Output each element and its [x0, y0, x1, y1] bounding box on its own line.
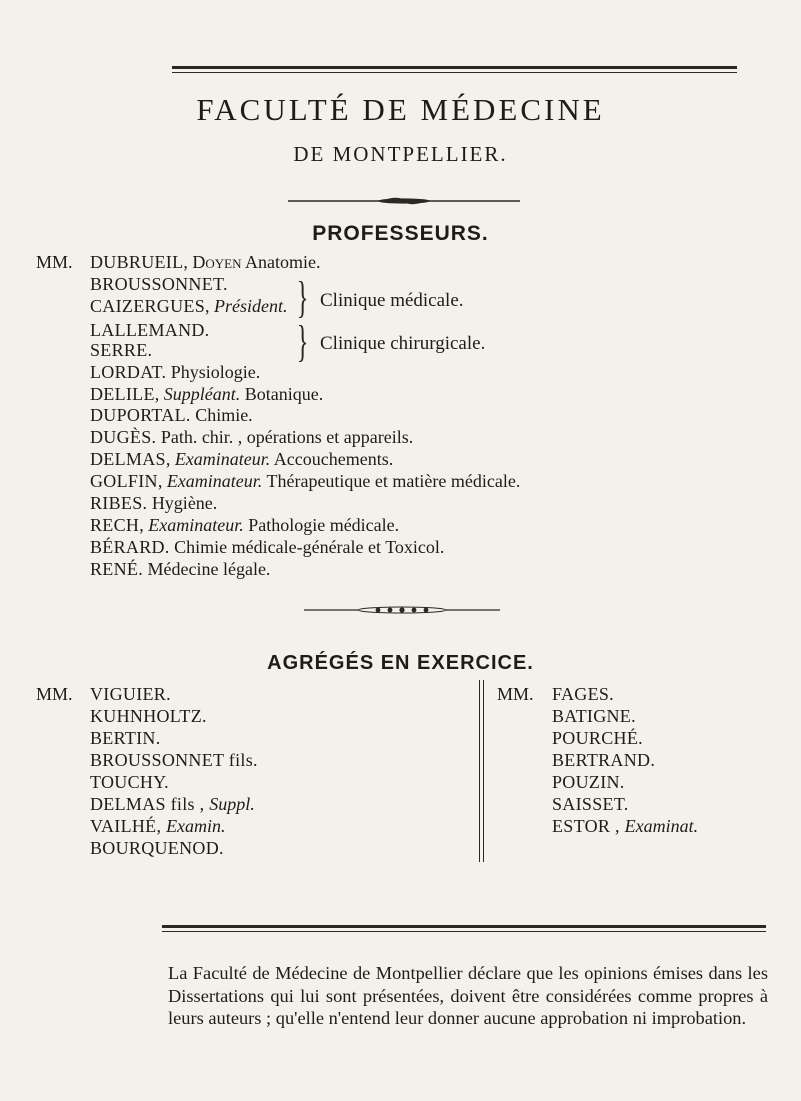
agrege-line — [552, 772, 625, 792]
professor-line — [90, 427, 413, 447]
agreges-heading: AGRÉGÉS EN EXERCICE. — [267, 652, 534, 674]
professor-name: BROUSSONNET. — [90, 274, 228, 294]
professor-subject: Chimie. — [190, 405, 253, 425]
agrege-line — [90, 794, 255, 814]
professor-role: Président. — [214, 296, 288, 316]
professor-subject: Botanique. — [240, 384, 324, 404]
agrege-name: TOUCHY. — [90, 772, 169, 792]
professor-role: Examinateur. — [174, 449, 271, 469]
agrege-name: VIGUIER. — [90, 684, 171, 704]
professor-name: SERRE. — [90, 340, 153, 360]
faculty-title: FACULTÉ DE MÉDECINE — [196, 92, 605, 127]
professor-line — [90, 537, 444, 557]
agrege-name: DELMAS fils , — [90, 794, 210, 814]
professor-line: RECH, Examinateur. Pathologie médicale. — [90, 515, 400, 535]
brace-label-clinique-chirurgicale: Clinique chirurgicale. — [320, 333, 486, 354]
professor-subject: Pathologie médicale. — [243, 515, 400, 535]
agrege-name: POURCHÉ. — [552, 728, 643, 748]
top-rule-thick — [172, 66, 737, 69]
agrege-line — [552, 684, 614, 704]
agrege-role: Suppl. — [209, 794, 255, 814]
professors-heading: PROFESSEURS. — [312, 222, 489, 245]
agrege-role: Examin. — [166, 816, 226, 836]
professor-role: Examinateur. — [148, 515, 244, 535]
agrege-line — [90, 684, 171, 704]
agrege-line — [552, 816, 698, 836]
professor-line: DELILE, Suppléant. Botanique. — [90, 384, 324, 404]
professor-subject: Physiologie. — [166, 362, 261, 382]
agrege-name: POUZIN. — [552, 772, 625, 792]
professor-line: CAIZERGUES, Président. — [90, 296, 288, 316]
agrege-line — [90, 728, 161, 748]
column-divider-right — [483, 680, 484, 862]
professor-subject: Thérapeutique et matière médicale. — [262, 471, 521, 491]
faculty-disclaimer: La Faculté de Médecine de Montpellier déclare que les opinions émises dans les Dissertations qui lui sont présentées, doivent être considérées comme propres à leurs auteurs ; qu'elle n'entend leur donner aucune approbation ni improbation. — [168, 963, 768, 1028]
agrege-name: BERTIN. — [90, 728, 161, 748]
agrege-name: BOURQUENOD. — [90, 838, 224, 858]
agrege-name: FAGES. — [552, 684, 614, 704]
agrege-name: VAILHÉ, — [90, 816, 167, 836]
agrege-role: Examinat. — [624, 816, 699, 836]
agrege-name: BERTRAND. — [552, 750, 656, 770]
agrege-line — [90, 706, 207, 726]
professor-line — [90, 340, 152, 360]
professor-name: RENÉ. — [90, 559, 143, 579]
ornament-rule-2 — [304, 604, 500, 616]
professor-subject: Chimie médicale-générale et Toxicol. — [169, 537, 445, 557]
brace-label-clinique-medicale: Clinique médicale. — [320, 290, 464, 311]
agrege-name: BROUSSONNET fils. — [90, 750, 258, 770]
professor-name: CAIZERGUES — [90, 296, 205, 316]
professor-line — [90, 274, 228, 294]
agrege-line — [552, 728, 643, 748]
agrege-line — [552, 706, 636, 726]
professor-name: LALLEMAND. — [90, 320, 210, 340]
professor-line — [90, 362, 260, 382]
agrege-line — [90, 750, 258, 770]
professor-name: BÉRARD. — [90, 537, 170, 557]
professor-name: DUPORTAL. — [90, 405, 191, 425]
column-divider-left — [479, 680, 480, 862]
top-rule-thin — [172, 72, 737, 73]
agrege-name: KUHNHOLTZ. — [90, 706, 207, 726]
professor-subject: Path. chir. , opérations et appareils. — [156, 427, 414, 447]
separator-rule-thick — [162, 925, 766, 928]
professor-line: DELMAS, Examinateur. Accouchements. — [90, 449, 394, 469]
brace-clinique-chirurgicale: } — [296, 317, 309, 366]
professor-subject: Accouchements. — [270, 449, 394, 469]
professor-subject: Hygiène. — [147, 493, 218, 513]
professor-name: GOLFIN — [90, 471, 158, 491]
professor-line — [90, 405, 253, 425]
agrege-line — [552, 794, 629, 814]
agreges-left-prefix: MM. — [36, 684, 73, 704]
professor-subject: Anatomie. — [241, 252, 321, 272]
professor-line — [90, 493, 217, 513]
professor-name: DELMAS — [90, 449, 166, 469]
brace-clinique-medicale: } — [296, 273, 309, 322]
agrege-name: ESTOR , — [552, 816, 625, 836]
agrege-line — [552, 750, 655, 770]
professor-line: DUBRUEIL, Doyen Anatomie. — [90, 252, 321, 272]
professor-name: RECH — [90, 515, 140, 535]
professor-role: Examinateur. — [166, 471, 263, 491]
professor-name: LORDAT. — [90, 362, 167, 382]
professor-name: RIBES. — [90, 493, 148, 513]
professor-line — [90, 320, 209, 340]
professor-role: Suppléant. — [163, 384, 241, 404]
ornament-rule-1 — [288, 196, 520, 206]
professor-line — [90, 559, 270, 579]
professor-subject: Médecine légale. — [143, 559, 271, 579]
agrege-line — [90, 816, 226, 836]
agreges-right-prefix: MM. — [497, 684, 534, 704]
professor-name: DUGÈS. — [90, 427, 157, 447]
professor-title: Doyen — [192, 252, 242, 272]
separator-rule-thin — [162, 931, 766, 932]
professor-line: GOLFIN, Examinateur. Thérapeutique et matière médicale. — [90, 471, 521, 491]
agrege-line — [90, 838, 224, 858]
faculty-subtitle: DE MONTPELLIER. — [293, 142, 508, 166]
professors-prefix: MM. — [36, 252, 73, 272]
agrege-name: SAISSET. — [552, 794, 629, 814]
professor-name: DUBRUEIL — [90, 252, 184, 272]
agrege-line — [90, 772, 169, 792]
agrege-name: BATIGNE. — [552, 706, 636, 726]
professor-name: DELILE — [90, 384, 155, 404]
